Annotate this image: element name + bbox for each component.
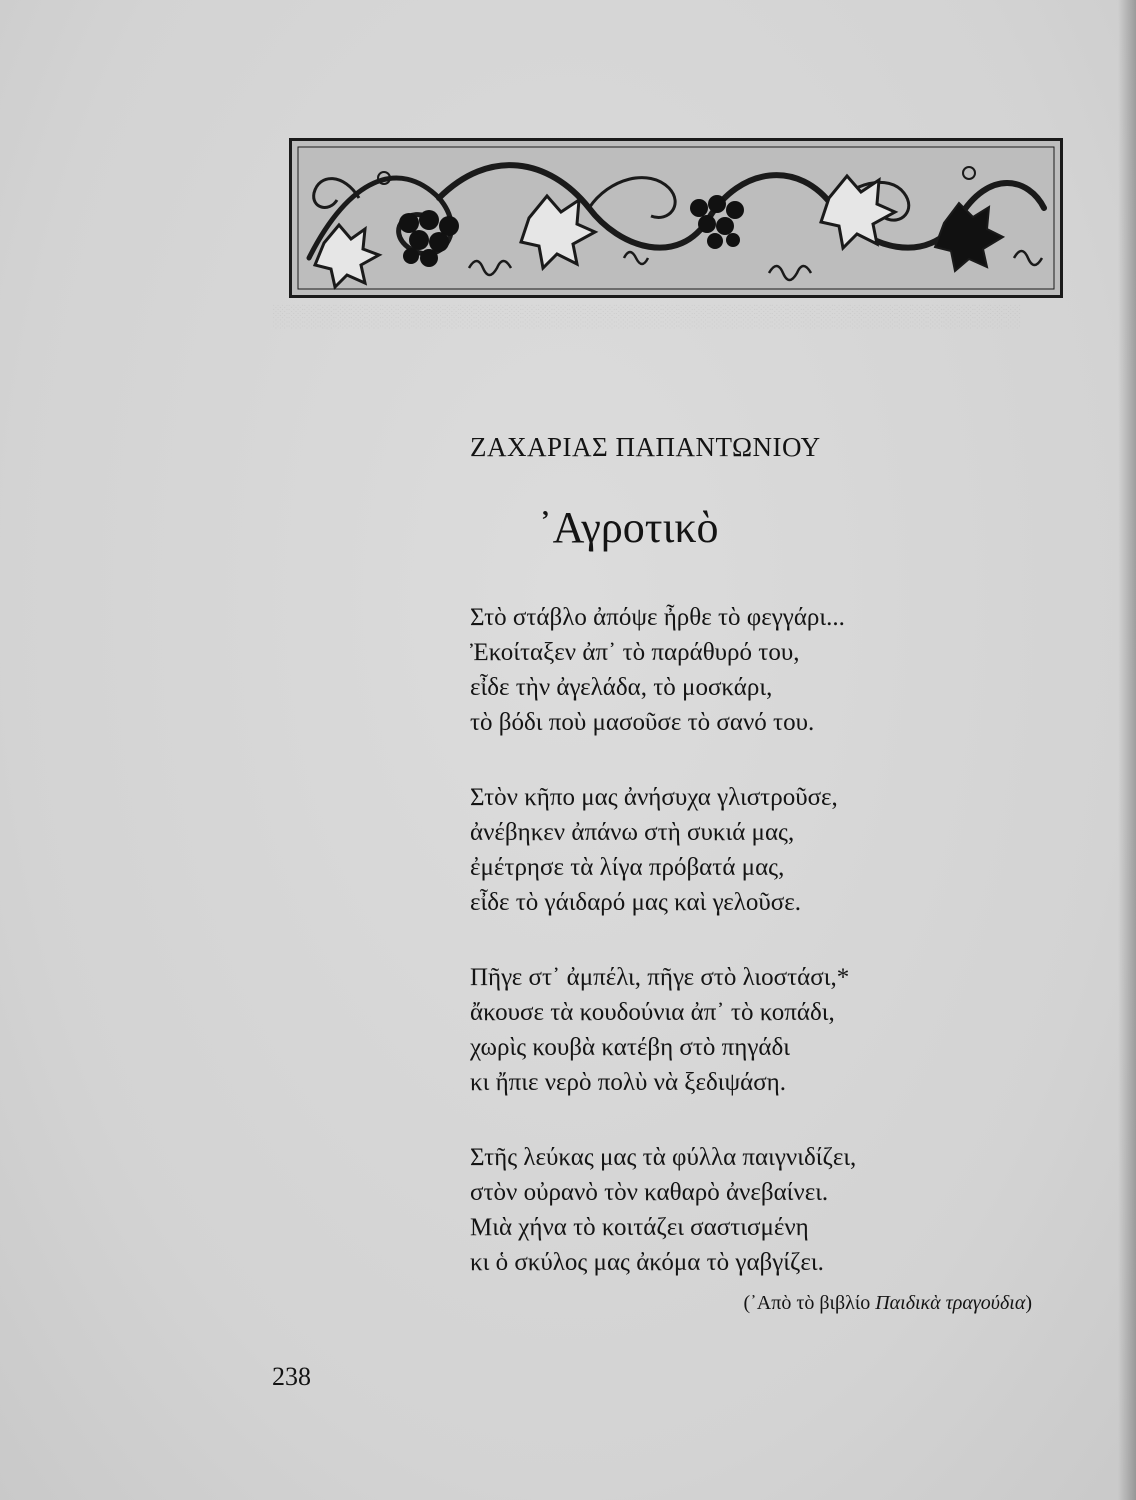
vine-ornament-banner xyxy=(289,138,1063,298)
poem-line: Στὸ στάβλο ἀπόψε ἦρθε τὸ φεγγάρι... xyxy=(470,604,845,631)
poem-line: Στῆς λεύκας μας τὰ φύλλα παιγνιδίζει, xyxy=(470,1144,857,1171)
stanza xyxy=(470,600,1030,740)
poem-line: Μιὰ χήνα τὸ κοιτάζει σαστισμένη xyxy=(470,1214,809,1241)
poem-line: εἶδε τὸ γάιδαρό μας καὶ γελοῦσε. xyxy=(470,889,801,916)
bleed-through-texture: ░░░░░░░░░░░░░░░░░░░░░░░░░░░░░░░░░░░░░░░░░░░░░░░░ xyxy=(272,303,1021,328)
page-number: 238 xyxy=(272,1362,311,1391)
stanza xyxy=(470,780,1030,920)
poem-line: Ἐκοίταξεν ἀπ᾽ τὸ παράθυρό του, xyxy=(470,639,800,666)
poem-line: Πῆγε στ᾽ ἀμπέλι, πῆγε στὸ λιοστάσι,* xyxy=(470,964,850,991)
source-suffix: ) xyxy=(1025,1292,1032,1314)
poem-body xyxy=(470,600,1030,1320)
source-prefix: (᾽Απὸ τὸ βιβλίο xyxy=(743,1292,876,1314)
poem-line: τὸ βόδι ποὺ μασοῦσε τὸ σανό του. xyxy=(470,709,815,736)
page-edge-shadow xyxy=(1118,0,1136,1500)
poem-line: Στὸν κῆπο μας ἀνήσυχα γλιστροῦσε, xyxy=(470,784,838,811)
poem-line: κι ἤπιε νερὸ πολὺ νὰ ξεδιψάση. xyxy=(470,1069,786,1096)
poem-title: ᾽Αγροτικὸ xyxy=(538,503,719,552)
stanza xyxy=(470,1140,1030,1280)
poem-line: ἐμέτρησε τὰ λίγα πρόβατά μας, xyxy=(470,854,785,881)
poem-line: ἀνέβηκεν ἀπάνω στὴ συκιά μας, xyxy=(470,819,795,846)
author-name: ΖΑΧΑΡΙΑΣ ΠΑΠΑΝΤΩΝΙΟΥ xyxy=(470,432,821,462)
poem-line: κι ὁ σκύλος μας ἀκόμα τὸ γαβγίζει. xyxy=(470,1249,824,1276)
stanza xyxy=(470,960,1030,1100)
source-book-title: Παιδικὰ τραγούδια xyxy=(875,1292,1026,1314)
source-citation xyxy=(743,1292,1032,1315)
poem-line: εἶδε τὴν ἀγελάδα, τὸ μοσκάρι, xyxy=(470,674,773,701)
poem-line: χωρὶς κουβὰ κατέβη στὸ πηγάδι xyxy=(470,1034,791,1061)
poem-line: ἄκουσε τὰ κουδούνια ἀπ᾽ τὸ κοπάδι, xyxy=(470,999,835,1026)
poem-line: στὸν οὐρανὸ τὸν καθαρὸ ἀνεβαίνει. xyxy=(470,1179,829,1206)
